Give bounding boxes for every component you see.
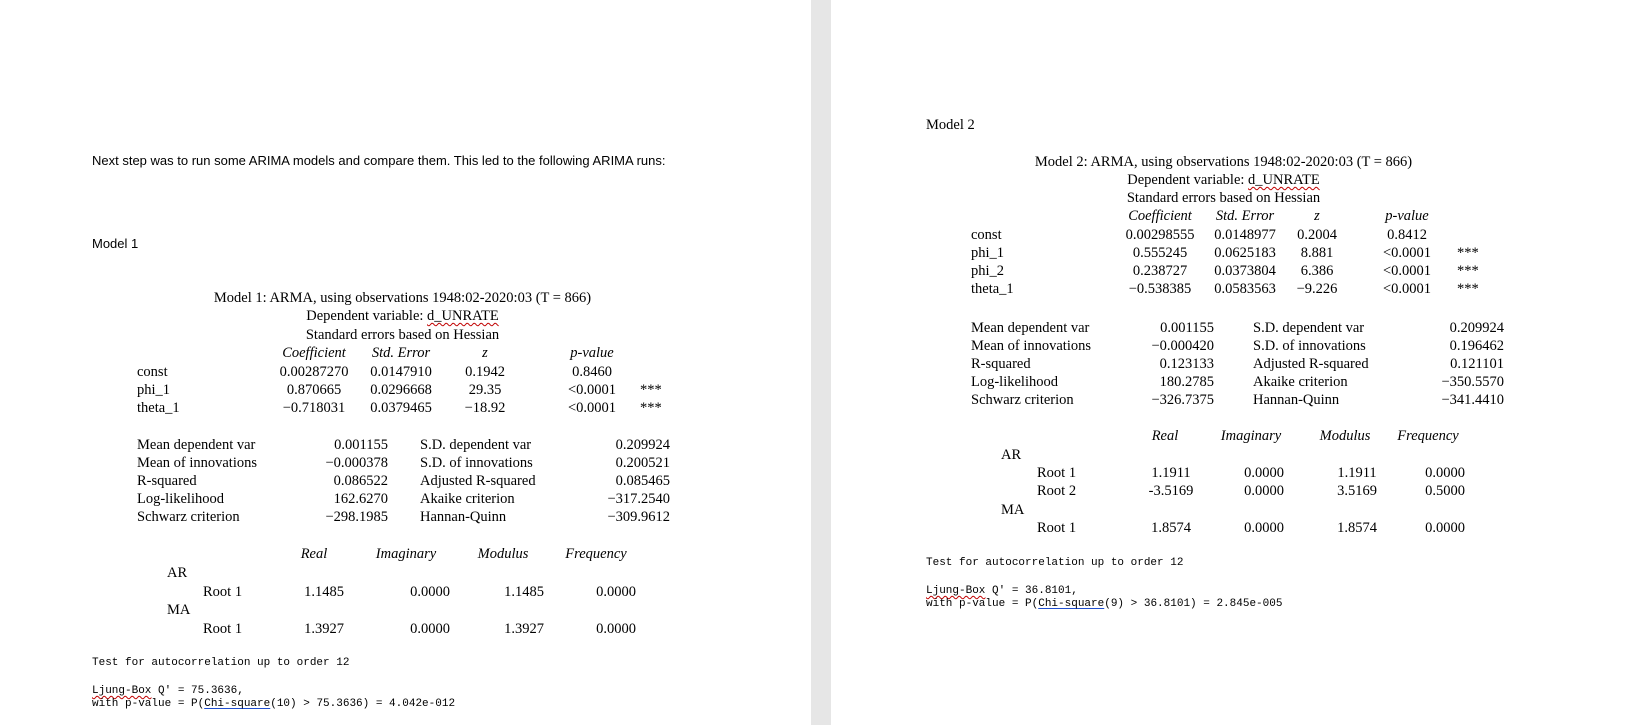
- root-name: Root 1: [203, 621, 243, 637]
- stat-value: 180.2785: [1159, 374, 1214, 390]
- coef-var: phi_2: [971, 263, 1005, 279]
- coef-z: −9.226: [1296, 281, 1338, 297]
- coef-header: Std. Error: [371, 345, 431, 361]
- coef-value: −0.538385: [1128, 281, 1192, 297]
- stat-label: Hannan-Quinn: [1253, 392, 1340, 408]
- coef-header: p-value: [570, 345, 614, 361]
- coef-pvalue: <0.0001: [1382, 245, 1432, 261]
- stat-label: R-squared: [971, 356, 1031, 372]
- stat-label: S.D. of innovations: [420, 455, 533, 471]
- coef-z: 29.35: [468, 382, 502, 398]
- roots-header: Imaginary: [1220, 428, 1282, 444]
- stat-value: 0.200521: [615, 455, 670, 471]
- model-2-title: Model 2: ARMA, using observations 1948:02-2020:03 (T = 866): [1034, 154, 1413, 170]
- root-modulus: 1.1911: [1337, 465, 1377, 481]
- ljung-box-line: [92, 685, 244, 697]
- model-1-depvar: [130, 308, 675, 325]
- root-name: Root 2: [1037, 483, 1077, 499]
- ljung-box-line: [926, 585, 1078, 597]
- coef-value: −0.718031: [282, 400, 346, 416]
- model-1-title: Model 1: ARMA, using observations 1948:02-2020:03 (T = 866): [213, 290, 592, 306]
- coef-z: 0.1942: [465, 364, 505, 380]
- roots-group-label: AR: [167, 565, 188, 581]
- root-frequency: 0.0000: [596, 621, 636, 637]
- pvalue-prefix: with p-value = P(: [926, 598, 1039, 610]
- root-name: Root 1: [203, 584, 243, 600]
- stat-value: 0.196462: [1449, 338, 1504, 354]
- roots-header: Imaginary: [375, 546, 437, 562]
- coef-header: Std. Error: [1215, 208, 1275, 224]
- coef-stderr: 0.0148977: [1214, 227, 1276, 243]
- root-imag: 0.0000: [1244, 483, 1284, 499]
- coef-stderr: 0.0583563: [1214, 281, 1276, 297]
- coef-var: const: [137, 364, 168, 380]
- root-frequency: 0.5000: [1425, 483, 1465, 499]
- stat-value: 0.121101: [1450, 356, 1504, 372]
- roots-header: Modulus: [1319, 428, 1371, 444]
- stat-value: −0.000420: [1151, 338, 1214, 354]
- stat-value: 0.209924: [615, 437, 670, 453]
- coef-stars: ***: [640, 400, 662, 416]
- root-imag: 0.0000: [1244, 465, 1284, 481]
- depvar-name: d_UNRATE: [427, 308, 499, 324]
- stat-label: Mean dependent var: [971, 320, 1090, 336]
- stat-value: −350.5570: [1441, 374, 1504, 390]
- stat-value: 0.001155: [1160, 320, 1214, 336]
- roots-header: Real: [300, 546, 328, 562]
- coef-pvalue: <0.0001: [567, 400, 617, 416]
- coef-stderr: 0.0147910: [370, 364, 432, 380]
- root-imag: 0.0000: [1244, 520, 1284, 536]
- root-frequency: 0.0000: [1425, 520, 1465, 536]
- coef-stderr: 0.0296668: [370, 382, 432, 398]
- coef-value: 0.555245: [1132, 245, 1188, 261]
- stat-value: 0.209924: [1449, 320, 1504, 336]
- stat-label: Mean of innovations: [971, 338, 1092, 354]
- coef-pvalue: 0.8460: [572, 364, 612, 380]
- depvar-prefix: Dependent variable:: [1127, 172, 1249, 188]
- coef-stars: ***: [1457, 281, 1479, 297]
- root-real: -3.5169: [1148, 483, 1194, 499]
- stat-label: Mean dependent var: [137, 437, 256, 453]
- coef-header: z: [1314, 208, 1320, 224]
- coef-pvalue: <0.0001: [1382, 263, 1432, 279]
- coef-header: Coefficient: [1128, 208, 1192, 224]
- coef-stderr: 0.0373804: [1214, 263, 1276, 279]
- coef-value: 0.00287270: [279, 364, 349, 380]
- stat-label: Hannan-Quinn: [420, 509, 507, 525]
- stat-label: Mean of innovations: [137, 455, 258, 471]
- roots-header: Modulus: [477, 546, 529, 562]
- pvalue-suffix: (9) > 36.8101) = 2.845e-005: [1104, 598, 1283, 610]
- root-frequency: 0.0000: [1425, 465, 1465, 481]
- model-2-label: Model 2: [926, 117, 975, 133]
- coef-stderr: 0.0379465: [370, 400, 432, 416]
- ljung-box-name: Ljung-Box: [92, 685, 152, 697]
- stat-value: −298.1985: [325, 509, 388, 525]
- coef-var: phi_1: [137, 382, 171, 398]
- root-real: 1.1485: [304, 584, 344, 600]
- stat-value: 0.123133: [1159, 356, 1214, 372]
- roots-group-label: AR: [1001, 447, 1022, 463]
- roots-header: Frequency: [565, 546, 627, 562]
- root-imag: 0.0000: [410, 621, 450, 637]
- coef-header: z: [482, 345, 488, 361]
- autocorr-title: Test for autocorrelation up to order 12: [926, 557, 1184, 569]
- coef-z: 6.386: [1300, 263, 1334, 279]
- roots-group-label: MA: [1001, 502, 1025, 518]
- stat-label: S.D. of innovations: [1253, 338, 1366, 354]
- stat-value: −341.4410: [1441, 392, 1504, 408]
- stat-label: S.D. dependent var: [420, 437, 532, 453]
- model-2-se-note: Standard errors based on Hessian: [1126, 190, 1321, 206]
- coef-z: −18.92: [464, 400, 506, 416]
- coef-var: theta_1: [971, 281, 1014, 297]
- stat-value: −326.7375: [1151, 392, 1214, 408]
- root-imag: 0.0000: [410, 584, 450, 600]
- stat-label: Schwarz criterion: [971, 392, 1074, 408]
- coef-header: Coefficient: [282, 345, 346, 361]
- stat-label: Log-likelihood: [971, 374, 1058, 390]
- coef-stars: ***: [1457, 263, 1479, 279]
- coef-var: const: [971, 227, 1002, 243]
- coef-value: 0.870665: [286, 382, 342, 398]
- chi-square-link: Chi-square: [204, 698, 271, 710]
- stat-value: −309.9612: [607, 509, 670, 525]
- root-modulus: 1.1485: [504, 584, 544, 600]
- root-real: 1.8574: [1151, 520, 1191, 536]
- root-name: Root 1: [1037, 465, 1077, 481]
- stat-label: R-squared: [137, 473, 197, 489]
- stat-label: Akaike criterion: [1253, 374, 1348, 390]
- coef-header: p-value: [1385, 208, 1429, 224]
- root-real: 1.1911: [1151, 465, 1191, 481]
- stat-label: Log-likelihood: [137, 491, 224, 507]
- model-2-depvar: [951, 172, 1496, 189]
- chi-square-link: Chi-square: [1038, 598, 1105, 610]
- ljung-box-value: Q' = 75.3636,: [151, 685, 244, 697]
- coef-stderr: 0.0625183: [1214, 245, 1276, 261]
- root-modulus: 3.5169: [1337, 483, 1377, 499]
- coef-stars: ***: [640, 382, 662, 398]
- root-frequency: 0.0000: [596, 584, 636, 600]
- stat-value: 0.085465: [615, 473, 670, 489]
- coef-var: phi_1: [971, 245, 1005, 261]
- stat-value: 0.086522: [333, 473, 388, 489]
- stat-label: Akaike criterion: [420, 491, 515, 507]
- roots-group-label: MA: [167, 602, 191, 618]
- coef-pvalue: 0.8412: [1387, 227, 1427, 243]
- depvar-prefix: Dependent variable:: [306, 308, 428, 324]
- autocorr-title: Test for autocorrelation up to order 12: [92, 657, 350, 669]
- stat-label: Schwarz criterion: [137, 509, 240, 525]
- stat-value: 0.001155: [334, 437, 388, 453]
- document-page-2: [831, 0, 1650, 725]
- stat-value: −317.2540: [607, 491, 670, 507]
- model-1-label: Model 1: [92, 236, 139, 251]
- stat-value: −0.000378: [325, 455, 388, 471]
- intro-paragraph: Next step was to run some ARIMA models and compare them. This led to the following ARIMA runs:: [92, 153, 666, 168]
- coef-pvalue: <0.0001: [1382, 281, 1432, 297]
- coef-stars: ***: [1457, 245, 1479, 261]
- document-page-1: [0, 0, 811, 725]
- root-modulus: 1.3927: [504, 621, 544, 637]
- stat-label: Adjusted R-squared: [420, 473, 536, 489]
- ljung-box-name: Ljung-Box: [926, 585, 986, 597]
- pvalue-suffix: (10) > 75.3636) = 4.042e-012: [270, 698, 456, 710]
- pvalue-line: [926, 598, 1282, 610]
- coef-var: theta_1: [137, 400, 180, 416]
- roots-header: Frequency: [1397, 428, 1459, 444]
- stat-label: S.D. dependent var: [1253, 320, 1365, 336]
- coef-z: 0.2004: [1297, 227, 1337, 243]
- coef-pvalue: <0.0001: [567, 382, 617, 398]
- ljung-box-value: Q' = 36.8101,: [985, 585, 1078, 597]
- root-name: Root 1: [1037, 520, 1077, 536]
- model-1-se-note: Standard errors based on Hessian: [305, 327, 500, 343]
- root-real: 1.3927: [304, 621, 344, 637]
- coef-z: 8.881: [1300, 245, 1334, 261]
- coef-value: 0.238727: [1132, 263, 1188, 279]
- depvar-name: d_UNRATE: [1248, 172, 1320, 188]
- stat-label: Adjusted R-squared: [1253, 356, 1369, 372]
- stat-value: 162.6270: [333, 491, 388, 507]
- root-modulus: 1.8574: [1337, 520, 1377, 536]
- pvalue-line: [92, 698, 455, 710]
- pvalue-prefix: with p-value = P(: [92, 698, 205, 710]
- roots-header: Real: [1151, 428, 1179, 444]
- coef-value: 0.00298555: [1125, 227, 1195, 243]
